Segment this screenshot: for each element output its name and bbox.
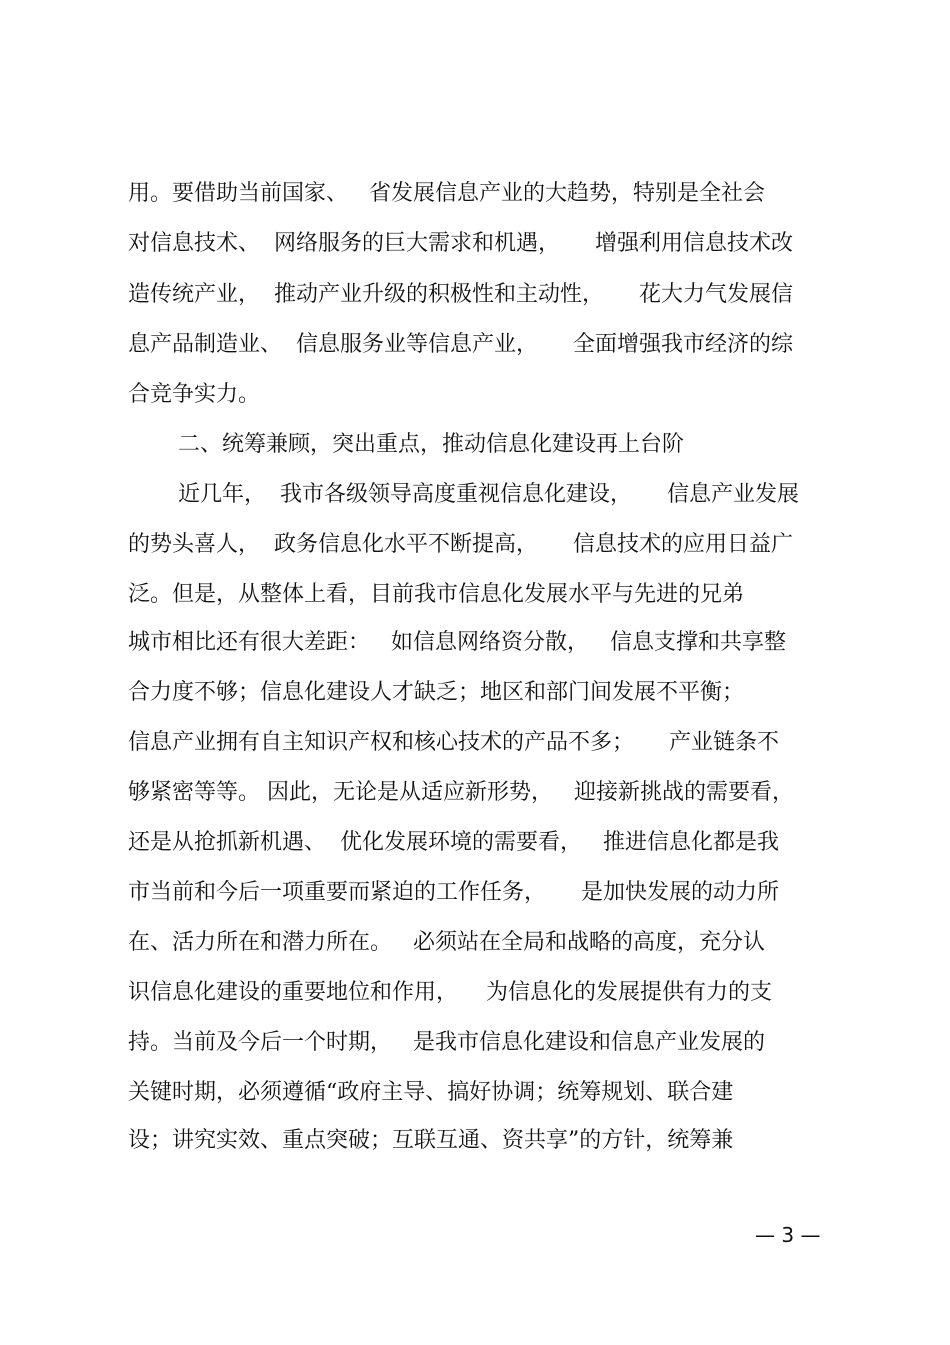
text-line: 持。当前及今后一个时期， 是我市信息化建设和信息产业发展的 [128, 1030, 765, 1055]
text-line: 息产品制造业、 信息服务业等信息产业， 全面增强我市经济的综 [128, 332, 793, 357]
page-number: — 3 — [755, 1223, 821, 1247]
text-line: 近几年， 我市各级领导高度重视信息化建设， 信息产业发展 [178, 482, 799, 507]
text-line: 城市相比还有很大差距： 如信息网络资分散， 信息支撑和共享整 [128, 630, 786, 655]
text-line: 信息产业拥有自主知识产权和核心技术的产品不多； 产业链条不 [128, 730, 779, 755]
text-line: 还是从抢抓新机遇、 优化发展环境的需要看， 推进信息化都是我 [128, 830, 779, 855]
text-line: 合力度不够；信息化建设人才缺乏；地区和部门间发展不平衡； [128, 680, 745, 705]
text-line: 关键时期，必须遵循“政府主导、搞好协调；统筹规划、联合建 [128, 1080, 734, 1105]
text-line: 够紧密等等。 因此，无论是从适应新形势， 迎接新挑战的需要看， [128, 780, 794, 805]
text-line: 设；讲究实效、重点突破；互联互通、资共享”的方针，统筹兼 [128, 1128, 734, 1153]
text-line: 在、活力所在和潜力所在。 必须站在全局和战略的高度，充分认 [128, 930, 765, 955]
section-heading: 二、统筹兼顾，突出重点，推动信息化建设再上台阶 [178, 432, 685, 457]
text-line: 用。要借助当前国家、 省发展信息产业的大趋势，特别是全社会 [128, 181, 765, 206]
text-line: 市当前和今后一项重要而紧迫的工作任务， 是加快发展的动力所 [128, 880, 779, 905]
text-line: 造传统产业， 推动产业升级的积极性和主动性， 花大力气发展信 [128, 282, 793, 307]
text-line: 识信息化建设的重要地位和作用， 为信息化的发展提供有力的支 [128, 980, 772, 1005]
text-line: 合竞争实力。 [128, 382, 261, 407]
text-line: 泛。但是，从整体上看，目前我市信息化发展水平与先进的兄弟 [128, 582, 745, 607]
text-line: 的势头喜人， 政务信息化水平不断提高， 信息技术的应用日益广 [128, 532, 793, 557]
text-line: 对信息技术、 网络服务的巨大需求和机遇， 增强利用信息技术改 [128, 231, 793, 256]
